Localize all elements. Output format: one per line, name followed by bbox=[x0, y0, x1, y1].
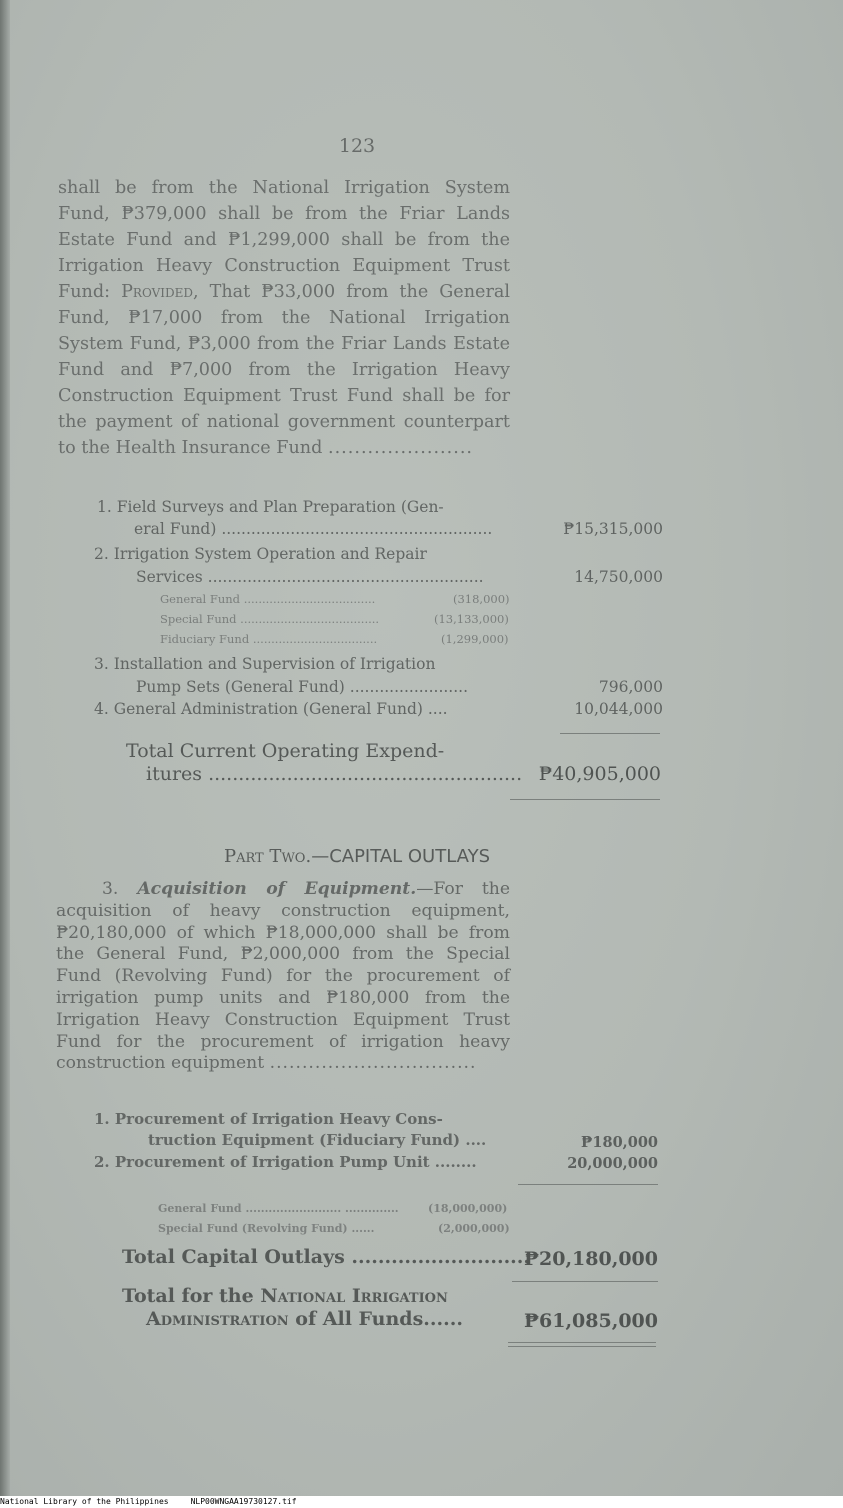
capital-fund-general-label: General Fund ......................... .............. bbox=[158, 1202, 399, 1215]
grand-total-text-a: Total for the bbox=[122, 1285, 261, 1307]
total-current-amount: ₱40,905,000 bbox=[538, 763, 661, 785]
fund-special-amount: (13,133,000) bbox=[434, 612, 509, 626]
page-number: 123 bbox=[338, 135, 376, 157]
appropriation-paragraph bbox=[58, 175, 510, 461]
capital-item-1-amount: ₱180,000 bbox=[580, 1134, 658, 1151]
capital-fund-special-label: Special Fund (Revolving Fund) ...... bbox=[158, 1222, 375, 1235]
capital-item-1-line-2: truction Equipment (Fiduciary Fund) .... bbox=[148, 1131, 487, 1149]
capital-fund-special-amount: (2,000,000) bbox=[438, 1222, 510, 1235]
footer-file: NLP00WNGAA19730127.tif bbox=[190, 1497, 297, 1506]
acquisition-text: —For the acquisition of heavy construction equipment, ₱20,180,000 of which ₱18,000,000 shall be from the General Fund, ₱2,000,000 from the Special Fund (Revolving Fund) for the procurement of irrigation pump units and ₱180,000 from the Irrigation Heavy Construction Equipment Trust Fund for the procurement of irrigation heavy construction equipment bbox=[56, 879, 510, 1074]
capital-item-1-line-1: 1. Procurement of Irrigation Heavy Cons- bbox=[94, 1110, 443, 1128]
provided-keyword: Provided bbox=[121, 282, 193, 302]
subtotal-rule bbox=[560, 733, 660, 734]
item-4-line-1: 4. General Administration (General Fund) .... bbox=[94, 700, 448, 718]
fund-special-label: Special Fund ...................................... bbox=[160, 612, 380, 626]
grand-total-line-2 bbox=[146, 1308, 463, 1330]
acquisition-number: 3. bbox=[102, 879, 138, 899]
total-capital-label: Total Capital Outlays ........................... bbox=[122, 1246, 531, 1268]
paragraph-text-a: shall be from the National Irrigation System Fund, ₱379,000 shall be from the Friar Lands Estate Fund and ₱1,299,000 shall be from the Irrigation Heavy Construction Equipment Trust Fund: bbox=[58, 178, 510, 302]
capital-items-rule bbox=[518, 1184, 658, 1185]
item-1-amount: ₱15,315,000 bbox=[563, 520, 663, 538]
item-1-line-1: 1. Field Surveys and Plan Preparation (Gen- bbox=[97, 498, 444, 516]
item-3-amount: 796,000 bbox=[598, 678, 663, 696]
fund-fiduciary-amount: (1,299,000) bbox=[441, 632, 509, 646]
total-current-line-2: itures .................................................... bbox=[146, 763, 523, 785]
item-1-line-2: eral Fund) ....................................................... bbox=[134, 520, 493, 538]
part-two-title: CAPITAL OUTLAYS bbox=[329, 846, 491, 867]
capital-item-2-line-1: 2. Procurement of Irrigation Pump Unit ........ bbox=[94, 1153, 477, 1171]
grand-total-text-b: of All Funds...... bbox=[288, 1308, 463, 1330]
capital-fund-general-amount: (18,000,000) bbox=[428, 1202, 508, 1215]
part-two-prefix: Part Two. bbox=[223, 846, 312, 867]
part-two-heading bbox=[0, 846, 714, 867]
item-3-line-2: Pump Sets (General Fund) ........................ bbox=[136, 678, 469, 696]
grand-total-double-rule bbox=[508, 1342, 656, 1347]
acquisition-paragraph bbox=[56, 879, 510, 1075]
acquisition-title: Acquisition of Equipment. bbox=[137, 879, 417, 899]
acquisition-leader: ................................ bbox=[269, 1053, 477, 1074]
paragraph-leader: ...................... bbox=[327, 438, 474, 458]
fund-general-label: General Fund .................................... bbox=[160, 592, 376, 606]
scan-footer bbox=[0, 1496, 843, 1508]
page-binding-edge bbox=[0, 0, 10, 1496]
fund-general-amount: (318,000) bbox=[453, 592, 510, 606]
total-current-rule bbox=[510, 799, 660, 800]
part-two-dash: — bbox=[311, 846, 330, 867]
fund-fiduciary-label: Fiduciary Fund .................................. bbox=[160, 632, 378, 646]
grand-total-agency-b: Administration bbox=[146, 1308, 289, 1330]
paragraph-text-b: , That ₱33,000 from the General Fund, ₱17,000 from the National Irrigation System Fund, ₱3,000 from the Friar Lands Estate Fund and ₱7,000 from the Irrigation Heavy Construction Equipment Trust Fund shall be for the payment of national government counterpart to the Health Insurance Fund bbox=[58, 282, 510, 458]
footer-library: National Library of the Philippines bbox=[0, 1497, 169, 1506]
item-2-line-1: 2. Irrigation System Operation and Repair bbox=[94, 545, 427, 563]
grand-total-agency-a: National Irrigation bbox=[260, 1285, 448, 1307]
grand-total-line-1 bbox=[122, 1285, 448, 1307]
item-3-line-1: 3. Installation and Supervision of Irrigation bbox=[94, 655, 436, 673]
capital-item-2-amount: 20,000,000 bbox=[567, 1155, 658, 1172]
item-2-line-2: Services ........................................................ bbox=[136, 568, 484, 586]
total-current-line-1: Total Current Operating Expend- bbox=[126, 740, 445, 762]
total-capital-amount: ₱20,180,000 bbox=[524, 1248, 658, 1270]
total-capital-rule bbox=[512, 1281, 658, 1282]
item-2-amount: 14,750,000 bbox=[574, 568, 663, 586]
grand-total-amount: ₱61,085,000 bbox=[524, 1310, 658, 1332]
item-4-amount: 10,044,000 bbox=[574, 700, 663, 718]
